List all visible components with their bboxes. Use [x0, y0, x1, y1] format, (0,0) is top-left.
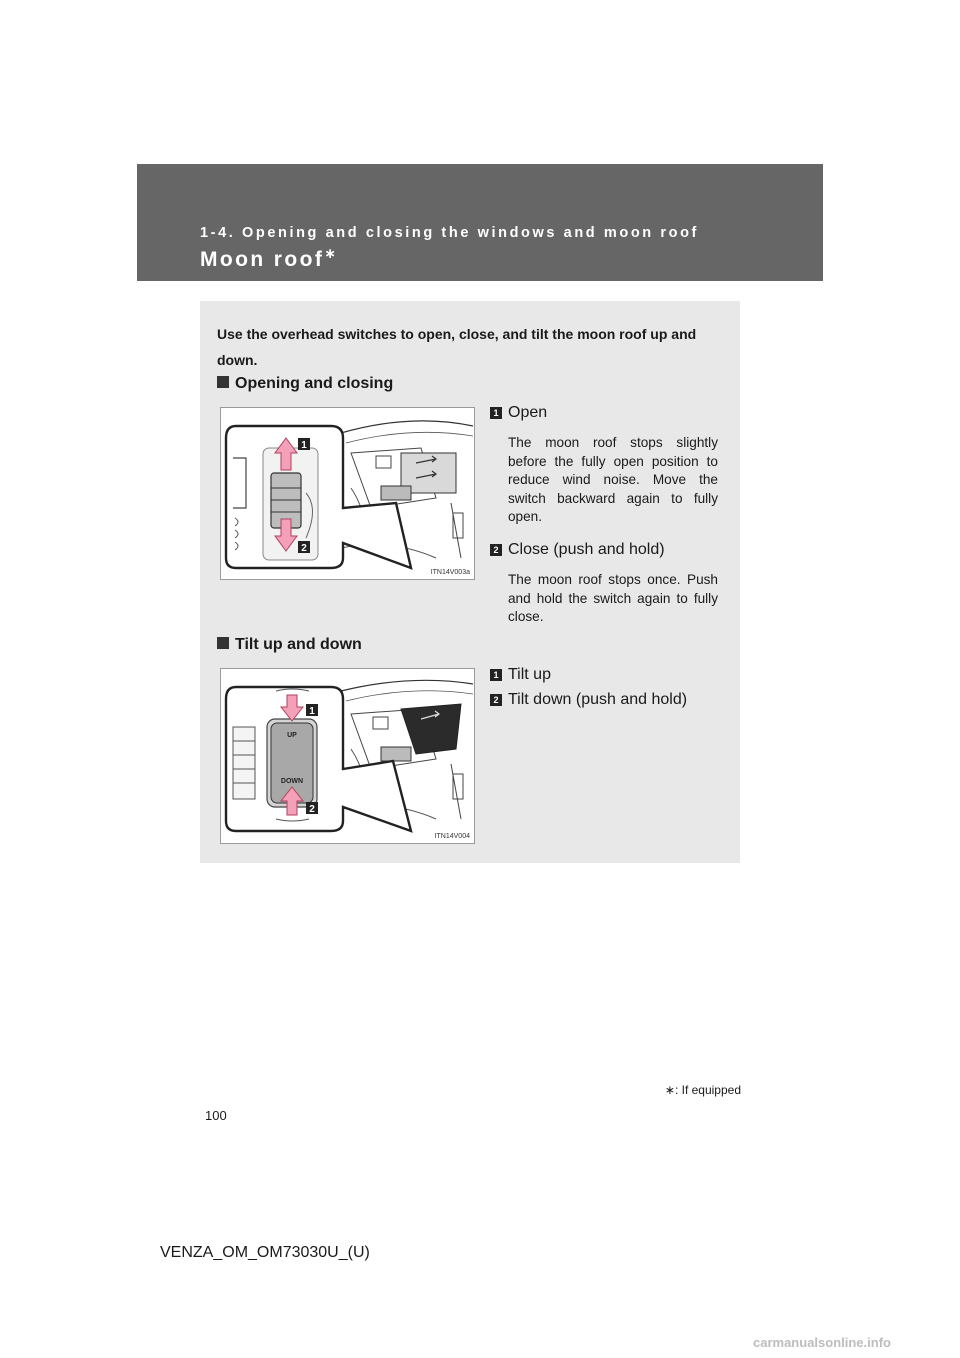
if-equipped-mark: ∗ — [324, 245, 336, 261]
switch-down-label: DOWN — [280, 778, 304, 785]
switch-up-label: UP — [287, 732, 297, 739]
square-bullet-icon — [217, 637, 229, 649]
item-tilt-down-label: 2 Tilt down (push and hold) — [490, 690, 718, 710]
watermark: carmanualsonline.info — [753, 1335, 891, 1350]
figure-opening-closing — [220, 407, 475, 580]
callout-2-label: 2 — [301, 543, 307, 554]
section-title: 1-4. Opening and closing the windows and moon roof — [200, 225, 699, 241]
page-number: 100 — [205, 1108, 227, 1123]
item-close-description: The moon roof stops once. Push and hold the switch again to fully close. — [508, 572, 718, 624]
figure-code: ITN14V003a — [430, 569, 470, 576]
item-open-description: The moon roof stops slightly before the fully open position to reduce wind noise. Move the switch backward again to fully open. — [508, 435, 718, 524]
overhead-switch-tilt-illustration — [221, 669, 476, 845]
number-1-icon: 1 — [490, 407, 502, 419]
subheading-opening-closing-text: Opening and closing — [235, 375, 394, 392]
item-open-label: 1 Open — [490, 403, 718, 423]
overhead-switch-slide-illustration — [221, 408, 476, 581]
chapter-header-bar — [137, 164, 823, 281]
footnote — [552, 1083, 741, 1097]
number-2-icon: 2 — [490, 544, 502, 556]
document-id: VENZA_OM_OM73030U_(U) — [160, 1244, 370, 1261]
callout-1-label: 1 — [301, 440, 307, 451]
callout-2-label: 2 — [309, 804, 315, 815]
page-title-text: Moon roof — [200, 248, 325, 271]
number-1-icon: 1 — [490, 669, 502, 681]
footnote-mark: ∗ — [664, 1083, 675, 1097]
item-tilt-up-label: 1 Tilt up — [490, 665, 718, 685]
item-close-label: 2 Close (push and hold) — [490, 540, 718, 560]
page-title — [200, 245, 336, 272]
item-tilt-up — [490, 665, 718, 685]
subheading-tilt-text: Tilt up and down — [235, 636, 362, 653]
subheading-tilt — [217, 636, 362, 654]
content-panel — [200, 301, 740, 863]
callout-1-label: 1 — [309, 706, 315, 717]
item-close — [490, 540, 718, 627]
intro-text: Use the overhead switches to open, close, and tilt the moon roof up and down. — [217, 326, 697, 368]
square-bullet-icon — [217, 376, 229, 388]
number-2-icon: 2 — [490, 694, 502, 706]
subheading-opening-closing — [217, 375, 393, 393]
figure-tilt — [220, 668, 475, 844]
item-open — [490, 403, 718, 527]
footnote-text: : If equipped — [674, 1083, 741, 1097]
figure-code: ITN14V004 — [434, 833, 470, 840]
item-tilt-down — [490, 690, 718, 710]
